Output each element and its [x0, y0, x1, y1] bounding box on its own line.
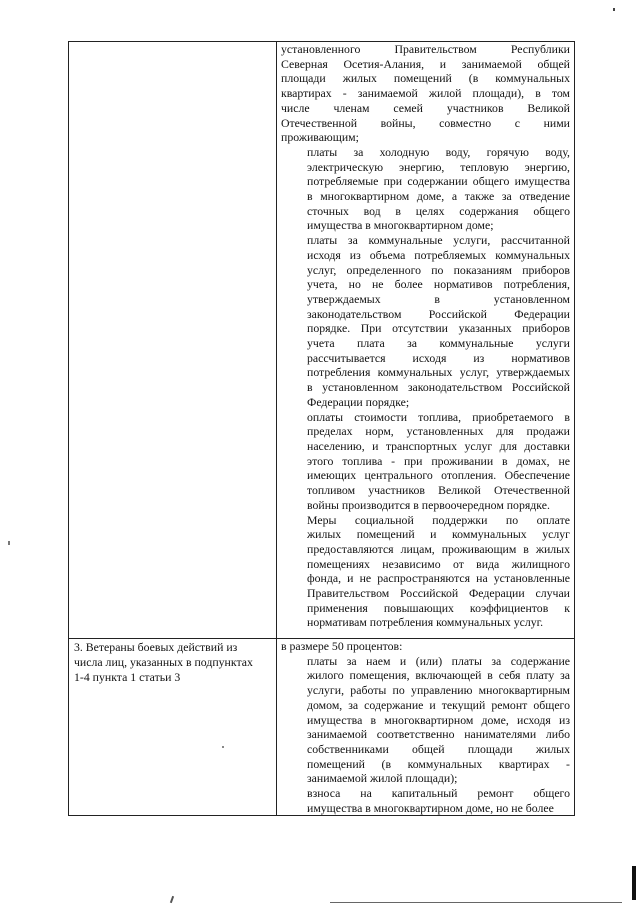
text-line: Отечественной войны, совместно с ними: [281, 115, 570, 130]
paragraph: [281, 410, 570, 513]
paragraph: [281, 513, 570, 631]
text-line: законодательством Российской Федерации: [307, 306, 570, 321]
text-line: потребляемые при содержании общего имущества: [307, 174, 570, 189]
text-line: предоставляются лицам, проживающим в жилых: [307, 541, 570, 556]
text-line: услуги, работы по управлению многоквартирным: [307, 683, 570, 698]
text-line: этого топлива - при проживании в домах, не: [307, 453, 570, 468]
scan-speck: [613, 8, 615, 11]
text-line: оплаты стоимости топлива, приобретаемого в: [307, 409, 570, 424]
table-row: [69, 42, 575, 639]
text-line: применения повышающих коэффициентов к: [307, 600, 570, 615]
text-line: населению, и транспортных услуг для доставки: [307, 438, 570, 453]
benefits-text: [277, 639, 574, 815]
text-line: помещений (в коммунальных квартирах -: [307, 756, 570, 771]
text-line: учета плата за коммунальные услуги: [307, 336, 570, 351]
paragraph: [281, 654, 570, 786]
text-line: Правительством Российской Федерации случаи: [307, 586, 570, 601]
text-line: домом, за содержание и текущий ремонт общего: [307, 697, 570, 712]
text-line: установленного Правительством Республики: [281, 42, 570, 56]
benefits-cell: [277, 42, 575, 639]
text-line: жилых помещений и коммунальных услуг: [307, 527, 570, 542]
text-line: порядке. При отсутствии указанных приборов: [307, 321, 570, 336]
text-line: площади жилых помещений (в коммунальных: [281, 71, 570, 86]
table-row: [69, 639, 575, 816]
text-line: в многоквартирном доме, а также за отведение: [307, 189, 570, 204]
category-text: [69, 639, 276, 686]
category-cell: [69, 639, 277, 816]
text-line: числе членам семей участников Великой: [281, 100, 570, 115]
benefits-cell: [277, 639, 575, 816]
text-line: имущества в многоквартирном доме, но не более: [307, 800, 554, 815]
paragraph: [281, 145, 570, 233]
scan-speck: [170, 896, 174, 903]
text-line: Федерации порядке;: [307, 394, 410, 409]
text-line: войны производится в первоочередном порядке.: [307, 497, 550, 512]
text-line: топливом участников Великой Отечественной: [307, 483, 570, 498]
text-line: исходя из объема потребляемых коммунальных: [307, 247, 570, 262]
text-line: имущества в многоквартирном доме, исходя из: [307, 712, 570, 727]
category-line: 3. Ветераны боевых действий из: [74, 640, 238, 654]
text-line: электрическую энергию, тепловую энергию,: [307, 159, 570, 174]
text-line: нормативам потребления коммунальных услуг.: [307, 615, 544, 630]
text-line: взноса на капитальный ремонт общего: [307, 786, 570, 801]
text-line: имеющих центрального отопления. Обеспечение: [307, 468, 570, 483]
benefits-table: [68, 41, 575, 816]
text-line: жилого помещения, включающей в себя плату за: [307, 668, 570, 683]
scan-edge-line: [330, 902, 622, 903]
paragraph: [281, 233, 570, 409]
text-line: платы за наем и (или) платы за содержание: [307, 653, 570, 668]
text-line: платы за коммунальные услуги, рассчитанной: [307, 233, 570, 248]
text-line: проживающим;: [281, 130, 359, 145]
text-line: рассчитывается исходя из нормативов: [307, 350, 570, 365]
text-line: в размере 50 процентов:: [281, 639, 403, 653]
text-line: собственниками общей площади жилых: [307, 741, 570, 756]
category-line: 1-4 пункта 1 статьи 3: [74, 670, 181, 685]
paragraph: [281, 639, 570, 654]
scan-speck: [8, 541, 10, 545]
text-line: потребления коммунальных услуг, утверждаемых: [307, 365, 570, 380]
benefits-text: [277, 42, 574, 630]
text-line: Северная Осетия-Алания, и занимаемой общей: [281, 56, 570, 71]
text-line: услуг, определенного по показаниям приборов: [307, 262, 570, 277]
text-line: занимаемой соответственно нанимателями либо: [307, 727, 570, 742]
text-line: сточных вод в целях содержания общего: [307, 203, 570, 218]
text-line: квартирах - занимаемой жилой площади), в том: [281, 86, 570, 101]
text-line: в установленном законодательством Российской: [307, 380, 570, 395]
paragraph: [281, 786, 570, 815]
text-line: Меры социальной поддержки по оплате: [307, 512, 570, 527]
text-line: платы за холодную воду, горячую воду,: [307, 144, 570, 159]
text-line: утверждаемых в установленном: [307, 291, 570, 306]
paragraph: [281, 42, 570, 145]
text-line: учета, но не более нормативов потребления,: [307, 277, 570, 292]
text-line: имущества в многоквартирном доме;: [307, 218, 494, 233]
text-line: фонда, и не распространяются на установленные: [307, 571, 570, 586]
text-line: помещениях независимо от вида жилищного: [307, 556, 570, 571]
scan-edge-mark: [632, 866, 636, 900]
category-line: числа лиц, указанных в подпунктах: [74, 655, 253, 670]
category-cell: [69, 42, 277, 639]
text-line: пределах норм, установленных для продажи: [307, 424, 570, 439]
text-line: занимаемой жилой площади);: [307, 771, 458, 786]
